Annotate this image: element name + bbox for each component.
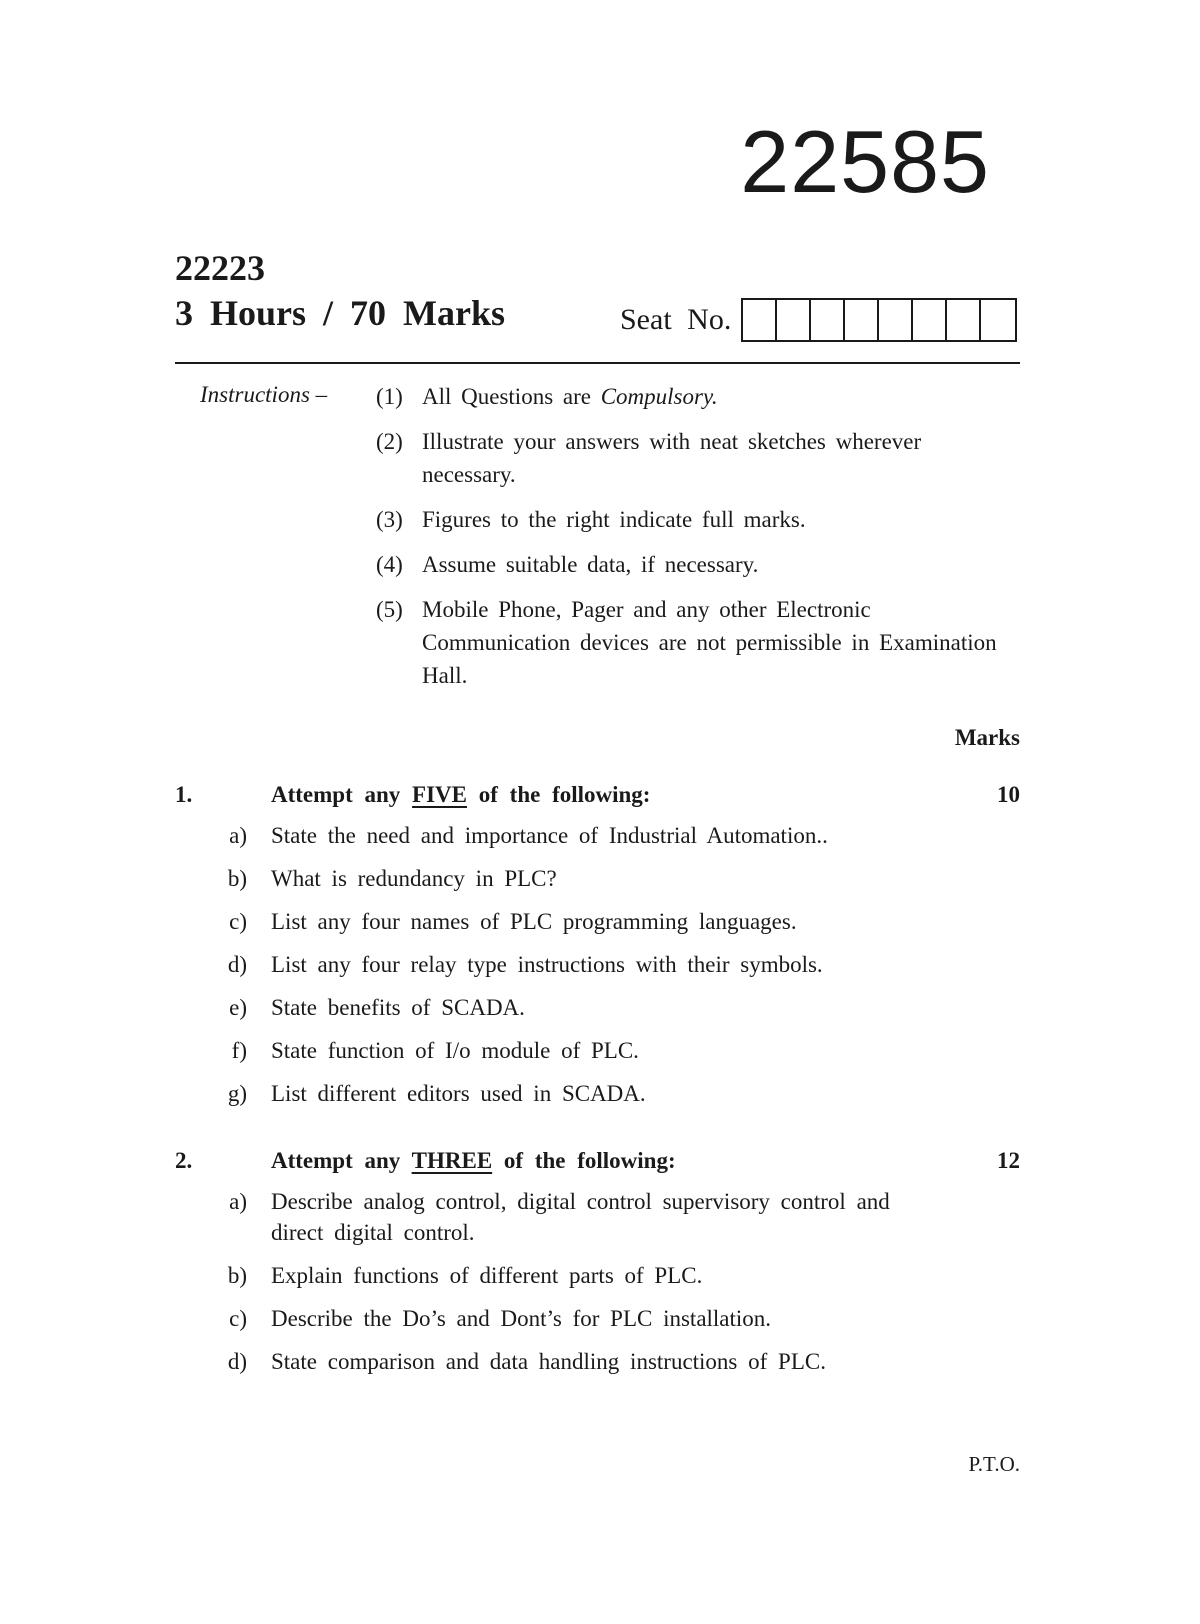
instruction-item <box>376 548 1001 581</box>
question-item <box>175 1078 1020 1109</box>
item-letter: c) <box>229 1306 247 1331</box>
marks-column-heading: Marks <box>954 725 1020 750</box>
instructions-list <box>376 380 1001 704</box>
item-text: Describe the Do’s and Dont’s for PLC installation. <box>271 1306 772 1331</box>
item-letter: d) <box>227 1349 247 1374</box>
duration-marks: 3 Hours / 70 Marks <box>175 293 506 333</box>
seat-number-box[interactable] <box>981 300 1015 340</box>
question-heading <box>175 776 1020 814</box>
question-number: 2. <box>175 1148 193 1173</box>
paper-code: 22585 <box>740 112 990 211</box>
question-count-keyword: FIVE <box>412 782 467 807</box>
instruction-text: Figures to the right indicate full marks. <box>422 507 806 532</box>
seat-number-box[interactable] <box>743 300 777 340</box>
instruction-number: (3) <box>376 507 403 532</box>
question-items <box>175 820 1020 1109</box>
question-item <box>175 1346 1020 1377</box>
seat-number-box[interactable] <box>879 300 913 340</box>
item-text: Explain functions of different parts of PLC. <box>271 1263 703 1288</box>
instruction-number: (1) <box>376 384 403 409</box>
question-item <box>175 820 1020 851</box>
item-letter: b) <box>227 866 247 891</box>
question-item <box>175 1303 1020 1334</box>
question-items <box>175 1186 1020 1377</box>
instruction-number: (2) <box>376 429 403 454</box>
question-title: Attempt any FIVE of the following: <box>271 782 651 807</box>
question-marks: 12 <box>997 1148 1020 1173</box>
item-text: State comparison and data handling instructions of PLC. <box>271 1349 826 1374</box>
instruction-emphasis: Compulsory. <box>600 384 718 409</box>
question-item <box>175 863 1020 894</box>
instruction-item <box>376 503 1001 536</box>
question-item <box>175 906 1020 937</box>
seat-number-label: Seat No. <box>620 303 732 336</box>
question-item <box>175 1260 1020 1291</box>
question-item <box>175 992 1020 1023</box>
item-letter: a) <box>229 823 247 848</box>
item-letter: f) <box>231 1038 247 1063</box>
item-letter: d) <box>227 952 247 977</box>
item-letter: g) <box>227 1081 247 1106</box>
subject-code: 22223 <box>175 248 265 288</box>
seat-number-boxes[interactable] <box>741 298 1017 342</box>
instruction-text: Assume suitable data, if necessary. <box>422 552 759 577</box>
item-text: List any four names of PLC programming languages. <box>271 909 797 934</box>
header-divider <box>175 362 1020 364</box>
question-item <box>175 1186 1020 1248</box>
item-text: State function of I/o module of PLC. <box>271 1038 639 1063</box>
item-text: What is redundancy in PLC? <box>271 866 557 891</box>
item-text: List any four relay type instructions with their symbols. <box>271 952 823 977</box>
item-letter: e) <box>229 995 247 1020</box>
instruction-text: Illustrate your answers with neat sketches wherever necessary. <box>422 429 922 487</box>
question-count-keyword: THREE <box>411 1148 493 1173</box>
item-letter: b) <box>227 1263 247 1288</box>
instructions-label: Instructions – <box>200 382 328 407</box>
question-heading <box>175 1142 1020 1180</box>
instruction-item <box>376 380 1001 413</box>
question-marks: 10 <box>997 782 1020 807</box>
item-text: State the need and importance of Industrial Automation.. <box>271 823 828 848</box>
question-number: 1. <box>175 782 193 807</box>
instruction-item <box>376 593 1001 692</box>
instruction-text: All Questions are Compulsory. <box>422 384 718 409</box>
item-text: Describe analog control, digital control supervisory control and direct digital control. <box>271 1189 890 1245</box>
question-1 <box>175 776 1020 1121</box>
seat-number-box[interactable] <box>947 300 981 340</box>
item-letter: c) <box>229 909 247 934</box>
question-item <box>175 949 1020 980</box>
instruction-text: Mobile Phone, Pager and any other Electronic Communication devices are not permissible in Examination Hall. <box>422 597 997 688</box>
seat-number-box[interactable] <box>913 300 947 340</box>
instruction-number: (5) <box>376 597 403 622</box>
instruction-number: (4) <box>376 552 403 577</box>
question-title: Attempt any THREE of the following: <box>271 1148 676 1173</box>
instruction-item <box>376 425 1001 491</box>
seat-number-box[interactable] <box>811 300 845 340</box>
question-2 <box>175 1142 1020 1389</box>
please-turn-over: P.T.O. <box>968 1452 1020 1476</box>
item-text: State benefits of SCADA. <box>271 995 525 1020</box>
seat-number-box[interactable] <box>777 300 811 340</box>
question-item <box>175 1035 1020 1066</box>
seat-number-box[interactable] <box>845 300 879 340</box>
item-letter: a) <box>229 1189 247 1214</box>
item-text: List different editors used in SCADA. <box>271 1081 646 1106</box>
